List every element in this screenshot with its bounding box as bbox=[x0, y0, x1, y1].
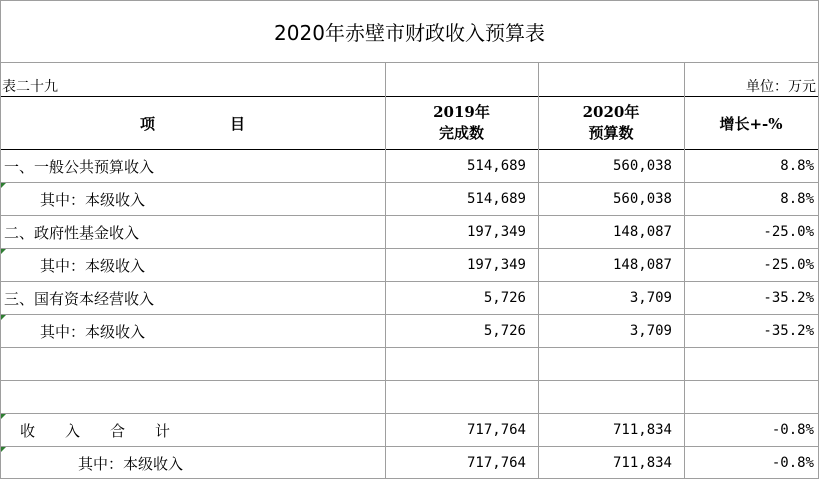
row-growth bbox=[684, 381, 818, 413]
unit-label: 单位：万元 bbox=[746, 79, 816, 95]
row-growth: -0.8% bbox=[771, 455, 814, 471]
row-growth: -35.2% bbox=[763, 290, 814, 306]
row-value-2019: 5,726 bbox=[483, 290, 526, 306]
header-2020 bbox=[538, 97, 684, 149]
row-value-2019: 5,726 bbox=[483, 323, 526, 339]
header-2019 bbox=[385, 97, 538, 149]
row-value-2019: 514,689 bbox=[466, 191, 526, 207]
grid-line bbox=[0, 62, 819, 63]
table-number: 表二十九 bbox=[2, 79, 58, 95]
header-2020-label: 预算数 bbox=[588, 124, 634, 142]
row-value-2019 bbox=[385, 381, 538, 413]
row-value-2020: 560,038 bbox=[612, 191, 672, 207]
row-growth bbox=[684, 348, 818, 380]
cell-marker-icon bbox=[1, 183, 6, 188]
row-value-2020 bbox=[538, 348, 684, 380]
row-value-2020: 711,834 bbox=[612, 422, 672, 438]
cell-marker-icon bbox=[1, 414, 6, 419]
row-value-2019 bbox=[385, 348, 538, 380]
row-label: 其中：本级收入 bbox=[40, 322, 146, 341]
header-item: 项 目 bbox=[139, 114, 245, 133]
cell-marker-icon bbox=[1, 249, 6, 254]
header-2020-year: 2020年 bbox=[582, 103, 640, 121]
row-value-2019: 197,349 bbox=[466, 224, 526, 240]
row-value-2020: 148,087 bbox=[612, 224, 672, 240]
row-label: 其中：本级收入 bbox=[40, 256, 146, 275]
row-growth: 8.8% bbox=[780, 158, 814, 174]
row-value-2020: 148,087 bbox=[612, 257, 672, 273]
cell-marker-icon bbox=[1, 315, 6, 320]
header-growth: 增长+-% bbox=[719, 114, 783, 133]
row-value-2019: 514,689 bbox=[466, 158, 526, 174]
cell-marker-icon bbox=[1, 447, 6, 452]
row-growth: -25.0% bbox=[763, 257, 814, 273]
row-value-2020: 3,709 bbox=[629, 323, 672, 339]
row-value-2020 bbox=[538, 381, 684, 413]
row-label: 收 入 合 计 bbox=[20, 421, 171, 440]
row-label bbox=[0, 381, 385, 413]
row-label: 二、政府性基金收入 bbox=[4, 223, 140, 242]
header-2019-label: 完成数 bbox=[438, 124, 484, 142]
row-label: 一、一般公共预算收入 bbox=[4, 157, 155, 176]
row-growth: -35.2% bbox=[763, 323, 814, 339]
row-value-2019: 197,349 bbox=[466, 257, 526, 273]
row-growth: 8.8% bbox=[780, 191, 814, 207]
header-2019-year: 2019年 bbox=[433, 103, 490, 121]
row-value-2020: 560,038 bbox=[612, 158, 672, 174]
row-label: 其中：本级收入 bbox=[78, 454, 184, 473]
row-label: 三、国有资本经营收入 bbox=[4, 289, 155, 308]
row-value-2020: 711,834 bbox=[612, 455, 672, 471]
row-label: 其中：本级收入 bbox=[40, 190, 146, 209]
row-growth: -0.8% bbox=[771, 422, 814, 438]
row-label bbox=[0, 348, 385, 380]
row-growth: -25.0% bbox=[763, 224, 814, 240]
row-value-2020: 3,709 bbox=[629, 290, 672, 306]
page-title: 2020年赤壁市财政收入预算表 bbox=[274, 20, 545, 45]
row-value-2019: 717,764 bbox=[466, 455, 526, 471]
row-value-2019: 717,764 bbox=[466, 422, 526, 438]
